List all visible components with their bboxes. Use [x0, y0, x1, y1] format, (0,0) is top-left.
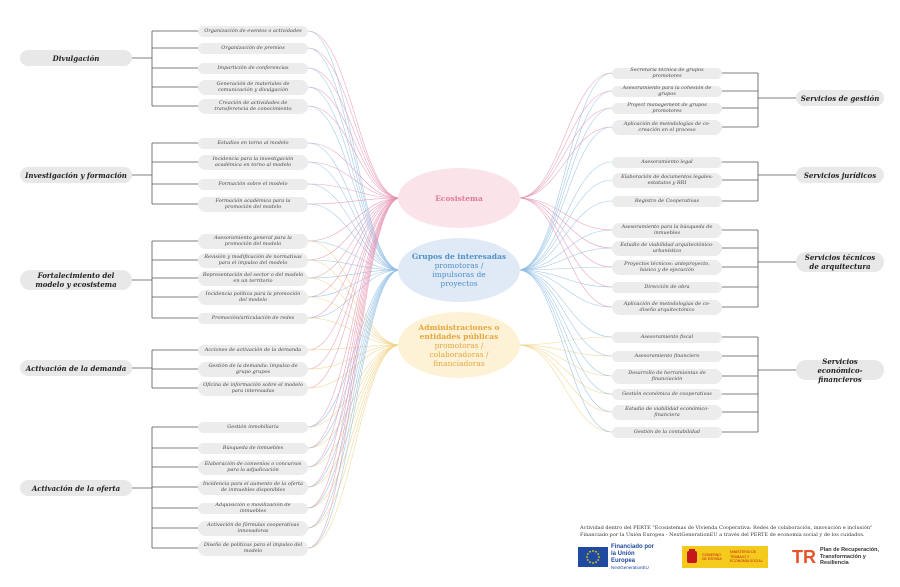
connector-curve: [518, 108, 612, 198]
left-item: Adquisición o movilización de inmuebles: [198, 503, 308, 514]
connector-curve: [518, 345, 612, 412]
right-item: Asesoramiento para la búsqueda de inmuebles: [612, 223, 722, 238]
left-category-1: Divulgación: [20, 50, 132, 66]
connector-curve: [518, 91, 612, 198]
left-category-4: Activación de la demanda: [20, 360, 132, 376]
right-category-2: Servicios jurídicos: [796, 167, 884, 183]
left-item: Asesoramiento general para la promoción del modelo: [198, 234, 308, 249]
right-item: Estudio de viabilidad económico-financiera: [612, 405, 722, 420]
connector-curve: [518, 270, 612, 337]
right-item: Gestión económica de cooperativas: [612, 389, 722, 400]
funding-note-line2: Financiado por la Unión Europea - NextGenerationEU a través del PERTE de economía social y de los cuidados.: [580, 532, 865, 538]
gobierno-logo: [682, 546, 768, 568]
hub-grupos-subtitle: promotoras / impulsoras de proyectos: [432, 261, 486, 288]
right-item: Asesoramiento financiero: [612, 351, 722, 362]
connector-curve: [518, 91, 612, 270]
hub-ecosystem-title: Ecosistema: [435, 193, 483, 203]
connector-curve: [518, 73, 612, 198]
left-item: Incidencia para la investigación académica en torno al modelo: [198, 155, 308, 170]
left-item: Diseño de políticas para el impulso del modelo: [198, 541, 308, 556]
right-category-1: Servicios de gestión: [796, 90, 884, 106]
connector-curve: [308, 106, 400, 198]
funding-note-line1: Actividad dentro del PERTE "Ecosistemas de Vivienda Cooperativa: Redes de colaboración, innovación e inclusión": [580, 525, 873, 531]
right-item: Aplicación de metodologías de co-diseño arquitectónico: [612, 300, 722, 315]
hub-administraciones: [398, 312, 520, 378]
left-item: Gestión inmobiliaria: [198, 422, 308, 433]
plan-recuperacion-text: Plan de Recuperación, Transformación y Resiliencia: [820, 547, 879, 567]
connector-curve: [518, 73, 612, 270]
left-category-2: Investigación y formación: [20, 167, 132, 183]
eu-logo-title: Financiado por la Unión Europea: [611, 543, 655, 564]
connector-curve: [518, 201, 612, 270]
connector-curve: [308, 68, 400, 198]
left-item: Estudios en torno al modelo: [198, 138, 308, 149]
left-item: Oficina de información sobre el modelo para interesadas: [198, 381, 308, 396]
hub-grupos: [398, 238, 520, 302]
left-item: Incidencia para el aumento de la oferta de inmuebles disponibles: [198, 480, 308, 495]
hub-grupos-title: Grupos de interesadas: [411, 252, 507, 261]
left-item: Impartición de conferencias: [198, 63, 308, 74]
left-item: Generación de materiales de comunicación y divulgación: [198, 80, 308, 95]
hub-admin-subtitle: promotoras / colaboradoras / financiadoras: [429, 340, 489, 368]
left-item: Gestión de la demanda: impulso de grupo grupos: [198, 362, 308, 377]
left-item: Organización de premios: [198, 43, 308, 54]
hub-admin-title: Administraciones o entidades públicas: [418, 322, 500, 341]
eu-logo-subtitle: NextGenerationEU: [611, 564, 649, 570]
left-item: Acciones de activación de la demanda: [198, 345, 308, 356]
left-item: Búsqueda de inmuebles: [198, 443, 308, 454]
right-item: Registro de Cooperativas: [612, 196, 722, 207]
right-item: Elaboración de documentos legales: estatutos y RRI: [612, 173, 722, 188]
left-item: Promoción/articulación de redes: [198, 313, 308, 324]
left-item: Organización de eventos o actividades: [198, 26, 308, 37]
connector-curve: [308, 87, 400, 270]
right-item: Project management de grupos promotores: [612, 103, 722, 114]
funding-note: [580, 525, 890, 539]
eu-logo: [578, 543, 658, 570]
left-category-5: Activación de la oferta: [20, 480, 132, 496]
connector-curve: [308, 48, 400, 270]
connector-curve: [308, 270, 400, 528]
connector-curve: [518, 248, 612, 270]
right-item: Secretaría técnica de grupos promotores: [612, 68, 722, 79]
connector-curve: [308, 198, 400, 467]
right-category-3: Servicios técnicos de arquitectura: [796, 252, 884, 272]
connector-curve: [308, 184, 400, 270]
right-item: Gestión de la contabilidad: [612, 427, 722, 438]
plan-recuperacion-mark: TR: [792, 547, 816, 567]
right-item: Asesoramiento para la cohesión de grupos: [612, 86, 722, 97]
connector-curve: [518, 270, 612, 432]
connector-curve: [308, 270, 400, 508]
connector-curve: [518, 270, 612, 376]
connector-curve: [308, 198, 400, 448]
connector-curve: [308, 345, 400, 448]
right-item: Aplicación de metodologías de co-creación en el proceso: [612, 120, 722, 135]
connector-curve: [308, 162, 400, 270]
left-item: Formación académica para la promoción del modelo: [198, 197, 308, 212]
right-category-4: Servicios económico-financieros: [796, 360, 884, 380]
left-item: Revisión y modificación de normativas para el impulso del modelo: [198, 253, 308, 268]
connector-curve: [518, 198, 612, 248]
connector-curve: [308, 270, 400, 548]
connector-curve: [518, 162, 612, 270]
right-item: Asesoramiento legal: [612, 157, 722, 168]
hub-ecosystem: [398, 168, 520, 228]
connector-curve: [308, 260, 400, 345]
left-item: Formación sobre el modelo: [198, 179, 308, 190]
left-category-3: Fortalecimiento del modelo y ecosistema: [20, 270, 132, 290]
right-item: Desarrollo de herramientas de financiación: [612, 369, 722, 384]
connector-curve: [308, 198, 400, 260]
connector-curve: [308, 198, 400, 369]
left-item: Activación de fórmulas cooperativas innovadoras: [198, 521, 308, 536]
left-item: Creación de actividades de transferencia de conocimiento: [198, 99, 308, 114]
ministerio-text: MINISTERIO DE TRABAJO Y ECONOMÍA SOCIAL: [730, 550, 763, 564]
eu-flag-icon: [578, 547, 608, 567]
right-item: Estudio de viabilidad arquitectónico-urbanístico: [612, 241, 722, 256]
left-item: Incidencia política para la promoción del modelo: [198, 290, 308, 305]
right-item: Dirección de obra: [612, 282, 722, 293]
right-item: Asesoramiento fiscal: [612, 332, 722, 343]
connector-curve: [518, 270, 612, 356]
plan-recuperacion-logo: [792, 546, 892, 568]
left-item: Representación del sector o del modelo en un territorio: [198, 271, 308, 286]
connector-curve: [308, 198, 400, 318]
connector-curve: [308, 31, 400, 198]
connector-curve: [518, 270, 612, 412]
connector-curve: [518, 127, 612, 270]
gobierno-text: GOBIERNO DE ESPAÑA: [702, 552, 722, 561]
right-item: Proyectos técnicos: anteproyecto, básico y de ejecución: [612, 260, 722, 275]
left-item: Elaboración de convenios o concursos para la adjudicación: [198, 460, 308, 475]
connector-curve: [518, 198, 612, 267]
connector-curve: [308, 87, 400, 198]
coat-of-arms-icon: [685, 548, 699, 566]
connector-curve: [518, 127, 612, 198]
